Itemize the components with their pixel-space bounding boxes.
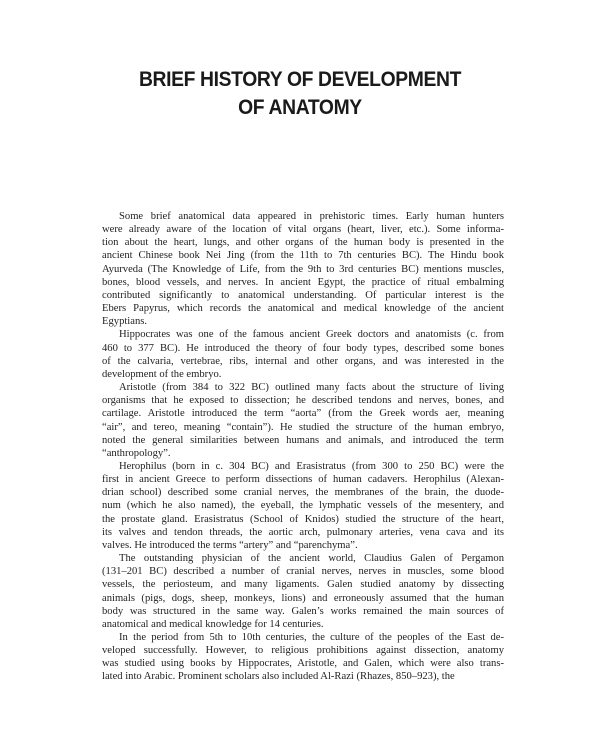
text-line: animals (pigs, dogs, sheep, monkeys, lions) and erroneously assumed that the human (102, 592, 504, 604)
text-line: “anthropology”. (102, 447, 171, 459)
text-line: Hippocrates was one of the famous ancient Greek doctors and anatomists (c. from (119, 329, 504, 341)
text-line: bones, blood vessels, and nerves. In ancient Egypt, the practice of ritual embalming (102, 276, 504, 288)
text-line: tion about the heart, lungs, and other organs of the human body is presented in the (102, 237, 504, 249)
body-text (102, 210, 504, 684)
text-line: contributed significantly to anatomical understanding. Of particular interest is the (102, 289, 504, 301)
text-line: the prostate gland. Erasistratus (School of Knidos) studied the structure of the heart, (102, 513, 504, 525)
text-line: development of the embryo. (102, 368, 222, 380)
paragraph (102, 210, 504, 328)
paragraph (102, 381, 504, 460)
text-line: The outstanding physician of the ancient world, Claudius Galen of Pergamon (119, 553, 504, 565)
paragraph (102, 631, 504, 684)
text-line: were already aware of the location of vital organs (heart, liver, etc.). Some informa- (102, 224, 504, 236)
paragraph (102, 460, 504, 552)
chapter-title-line-2: OF ANATOMY (238, 96, 362, 119)
paragraph (102, 328, 504, 381)
text-line: vessels, the periosteum, and many ligaments. Galen studied anatomy by dissecting (102, 579, 504, 591)
text-line: Herophilus (born in c. 304 BC) and Erasistratus (from 300 to 250 BC) were the (119, 460, 504, 472)
chapter-title (24, 66, 576, 122)
paragraph (102, 552, 504, 631)
text-line: anatomical and medical knowledge for 14 centuries. (102, 618, 324, 630)
text-line: its valves and tendon threads, the aortic arch, pulmonary arteries, vena cava and its (102, 526, 504, 538)
text-line: Aristotle (from 384 to 322 BC) outlined many facts about the structure of living (119, 382, 504, 394)
chapter-title-line-1: BRIEF HISTORY OF DEVELOPMENT (138, 68, 462, 91)
text-line: organisms that he exposed to dissection; he described tendons and nerves, bones, and (102, 395, 504, 407)
text-line: of the calvaria, vertebrae, ribs, internal and other organs, and was interested in the (102, 355, 504, 367)
text-line: was studied using books by Hippocrates, Aristotle, and Galen, which were also trans- (102, 658, 504, 670)
text-line: Some brief anatomical data appeared in prehistoric times. Early human hunters (119, 211, 504, 222)
text-line: Ayurveda (The Knowledge of Life, from the 9th to 3rd centuries BC) mentions muscles, (102, 263, 504, 275)
text-line: drian school) described some cranial nerves, the membranes of the brain, the duode- (102, 487, 504, 499)
text-line: lated into Arabic. Prominent scholars also included Al-Razi (Rhazes, 850–923), the (102, 671, 455, 683)
text-line: “air”, and tereo, meaning “contain”). He studied the structure of the human embryo, (102, 421, 504, 433)
text-line: 460 to 377 BC). He introduced the theory of four body types, described some bones (102, 342, 504, 354)
text-line: ancient Chinese book Nei Jing (from the 11th to 7th centuries BC). The Hindu book (102, 250, 504, 262)
text-line: body was structured in the same way. Galen’s works remained the main sources of (102, 605, 504, 617)
text-line: In the period from 5th to 10th centuries, the culture of the peoples of the East de- (119, 632, 504, 643)
text-line: cartilage. Aristotle introduced the term “aorta” (from the Greek words aer, meaning (102, 408, 504, 420)
text-line: num (which he also named), the eyeball, the lymphatic vessels of the mesentery, and (102, 500, 504, 512)
text-line: noted the general similarities between humans and animals, and introduced the term (102, 434, 504, 446)
text-line: Egyptians. (102, 316, 148, 328)
text-line: Ebers Papyrus, which records the anatomical and medical knowledge of the ancient (102, 303, 504, 315)
text-line: veloped successfully. However, to religious prohibitions against dissection, anatomy (102, 645, 504, 657)
text-line: (131–201 BC) described a number of cranial nerves, nerves in muscles, some blood (102, 566, 504, 578)
text-line: first in ancient Greece to perform dissections of human cadavers. Herophilus (Alexan- (102, 474, 504, 486)
text-line: valves. He introduced the terms “artery” and “parenchyma”. (102, 539, 358, 551)
